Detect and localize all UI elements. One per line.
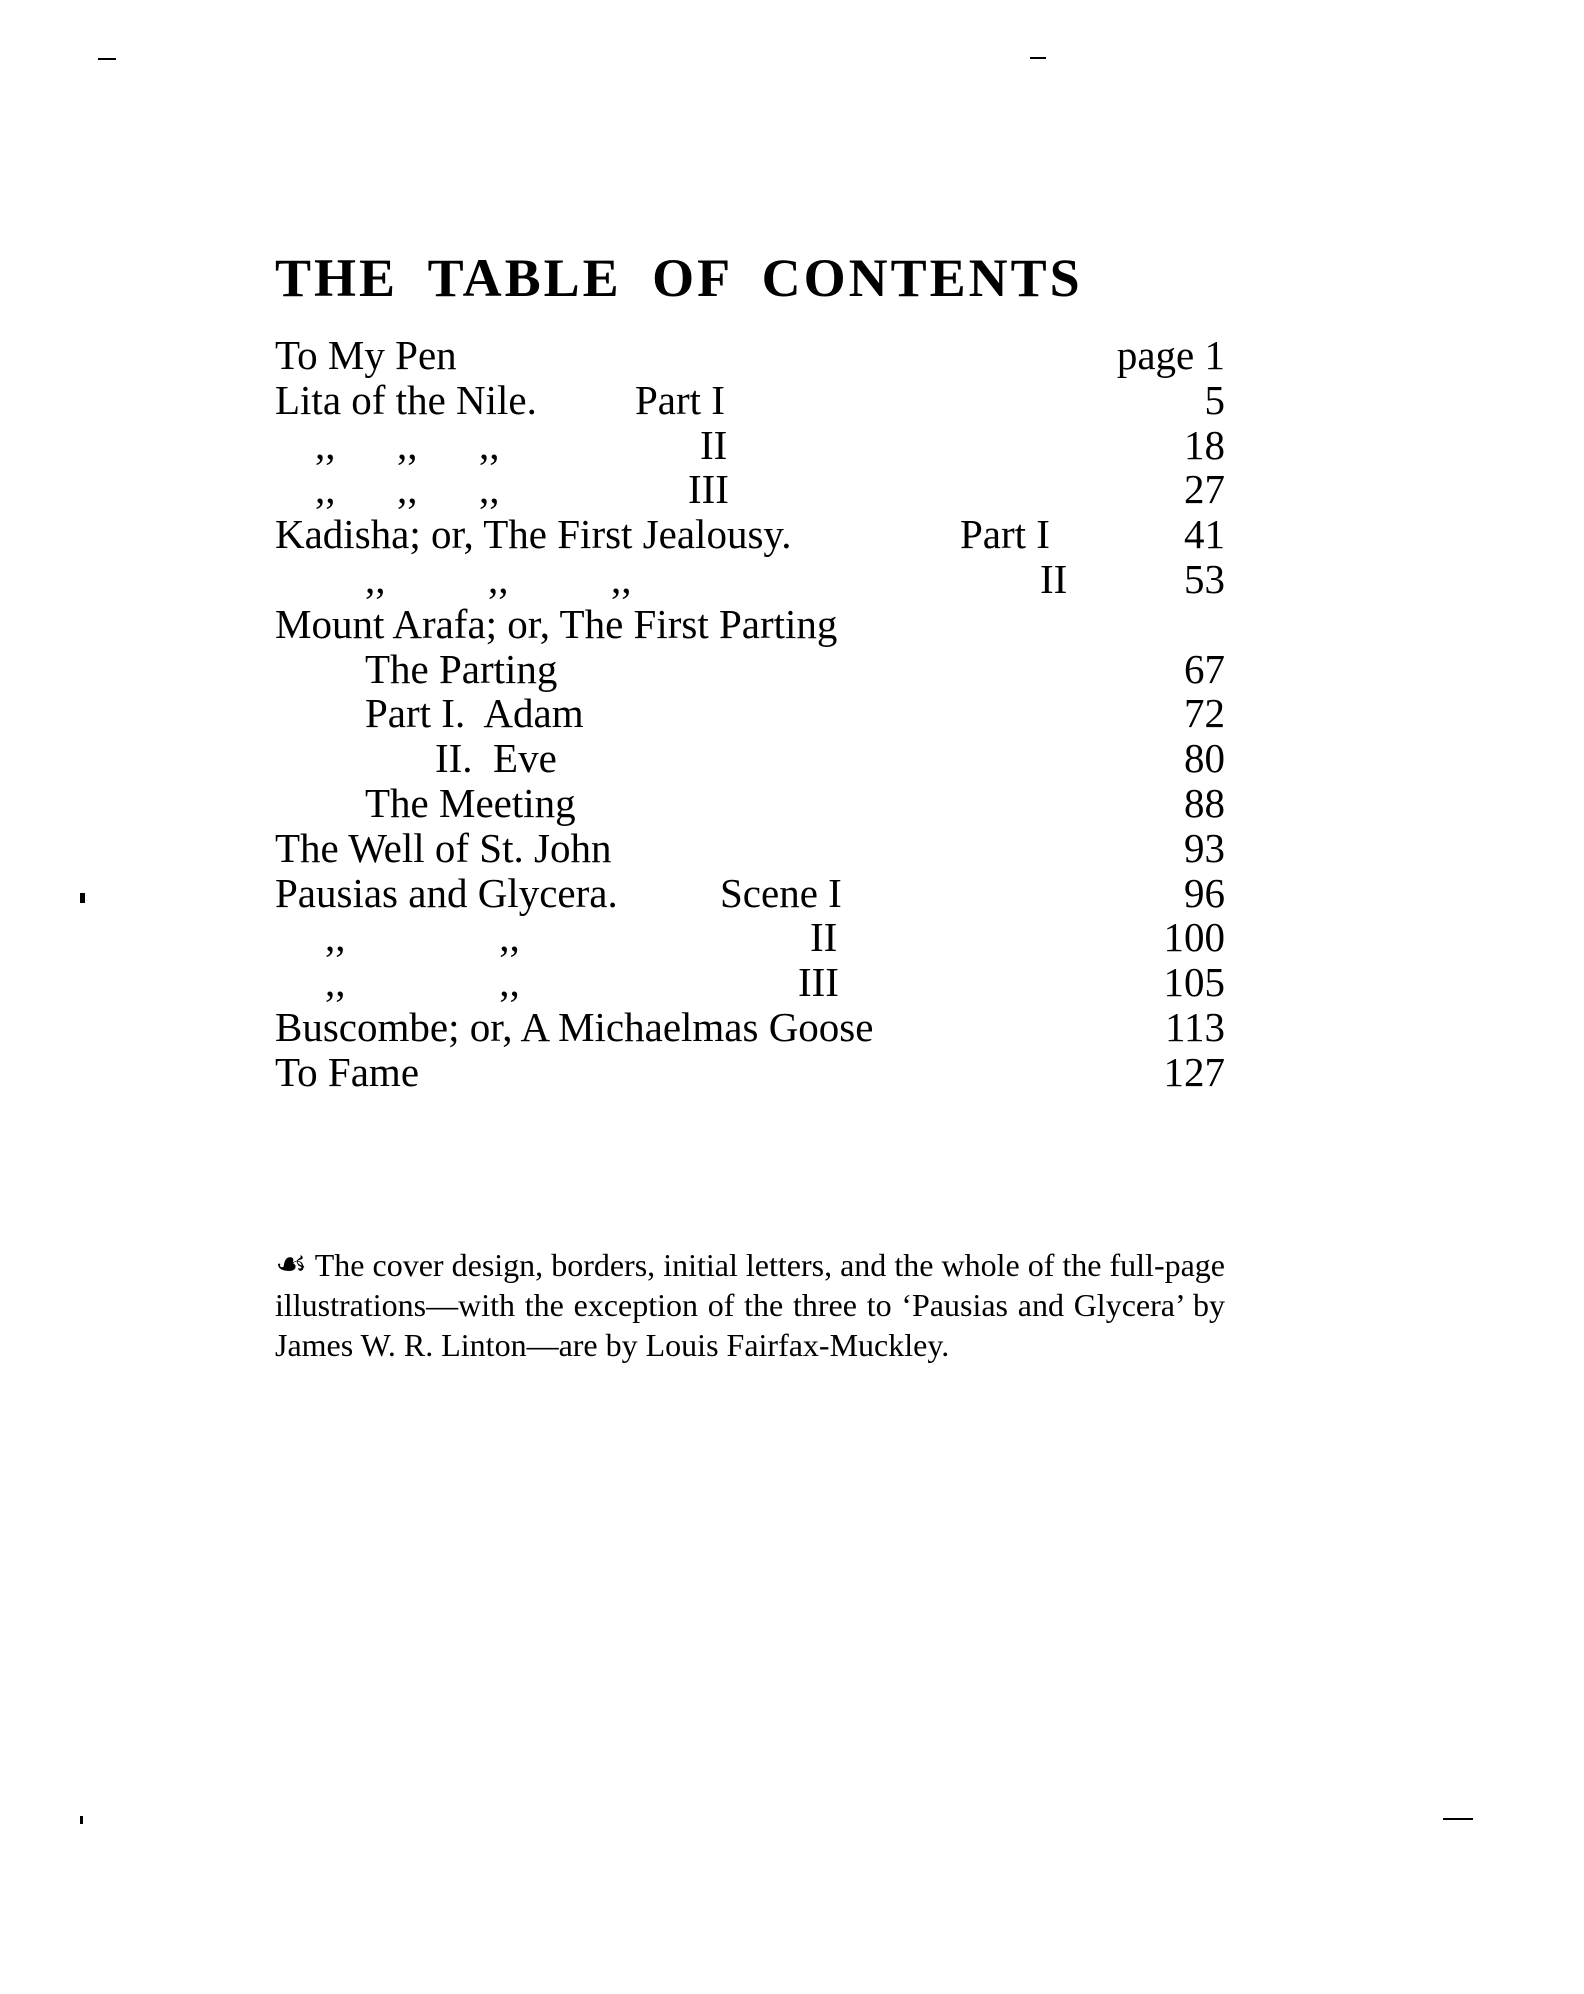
scan-mark-left-2 <box>80 1816 83 1824</box>
toc-row <box>275 378 1225 423</box>
toc-entry-title: Lita of the Nile. <box>275 376 537 423</box>
toc-page-number: 41 <box>1184 511 1225 558</box>
page-title: THE TABLE OF CONTENTS <box>275 248 1083 308</box>
toc-entry-title: Part I. Adam <box>365 690 584 737</box>
toc-page-number: 27 <box>1184 466 1225 513</box>
toc-ditto-marks: ,, ,, <box>325 959 520 1006</box>
toc-row <box>275 826 1225 871</box>
toc-entry-title: The Parting <box>365 645 558 692</box>
toc-entry-part: Scene I <box>720 869 842 916</box>
toc-entry-part: II <box>810 914 838 961</box>
toc-row <box>275 557 1225 602</box>
toc-entry-title: The Meeting <box>365 779 576 826</box>
toc-entry-title: Pausias and Glycera. <box>275 869 618 916</box>
toc-row <box>275 333 1225 378</box>
toc-page-number: 127 <box>1163 1048 1225 1095</box>
toc-row <box>275 960 1225 1005</box>
toc-page-number: 18 <box>1184 421 1225 468</box>
toc-page-number: 105 <box>1163 959 1225 1006</box>
toc-entry-part: Part I <box>635 376 725 423</box>
toc-row <box>275 423 1225 468</box>
toc-entry-part: III <box>798 959 839 1006</box>
toc-entry-part: III <box>688 466 729 513</box>
toc-page-number: 100 <box>1163 914 1225 961</box>
toc-row <box>275 691 1225 736</box>
illustration-credits-note <box>275 1244 1225 1365</box>
toc-page-number: 96 <box>1184 869 1225 916</box>
toc-page-number: page 1 <box>1116 332 1225 378</box>
scan-mark-top-center <box>1030 57 1046 59</box>
note-text: The cover design, borders, initial letters, and the whole of the full-page illustrations—with the exception of the three to ‘Pausias and Glycera’ by James W. R. Linton—are by Louis Fairfax-Muckley. <box>275 1247 1225 1363</box>
toc-entry-part: Part I <box>960 511 1050 558</box>
toc-row <box>275 467 1225 512</box>
toc-row <box>275 602 1225 647</box>
toc-page-number: 53 <box>1184 555 1225 602</box>
table-of-contents <box>275 333 1225 1095</box>
toc-entry-title: II. Eve <box>435 735 557 782</box>
toc-row <box>275 512 1225 557</box>
toc-ditto-marks: ,, ,, ,, <box>365 555 632 602</box>
toc-page-number: 93 <box>1184 824 1225 871</box>
toc-entry-title: Mount Arafa; or, The First Parting <box>275 600 838 647</box>
scan-mark-bottom-right <box>1443 1818 1473 1820</box>
toc-page-number: 80 <box>1184 735 1225 782</box>
toc-page-number: 113 <box>1165 1003 1225 1050</box>
toc-ditto-marks: ,, ,, <box>325 914 520 961</box>
toc-row <box>275 781 1225 826</box>
toc-page-number: 5 <box>1204 376 1225 423</box>
toc-page-number: 67 <box>1184 645 1225 692</box>
toc-entry-title: The Well of St. John <box>275 824 612 871</box>
toc-entry-title: To Fame <box>275 1048 420 1095</box>
toc-entry-part: II <box>1040 555 1068 602</box>
toc-row <box>275 1005 1225 1050</box>
toc-row <box>275 871 1225 916</box>
toc-entry-part: II <box>700 421 728 468</box>
toc-page-number: 88 <box>1184 779 1225 826</box>
toc-row <box>275 736 1225 781</box>
scan-mark-top-left <box>98 58 116 60</box>
toc-entry-title: To My Pen <box>275 332 457 378</box>
toc-row <box>275 915 1225 960</box>
scan-mark-left-1 <box>80 893 85 903</box>
toc-row <box>275 1050 1225 1095</box>
fleuron-icon: ☙ <box>275 1244 308 1284</box>
toc-ditto-marks: ,, ,, ,, <box>315 421 500 468</box>
toc-entry-title: Kadisha; or, The First Jealousy. <box>275 511 792 558</box>
toc-page-number: 72 <box>1184 690 1225 737</box>
toc-row <box>275 647 1225 692</box>
toc-ditto-marks: ,, ,, ,, <box>315 466 500 513</box>
toc-entry-title: Buscombe; or, A Michaelmas Goose <box>275 1003 874 1050</box>
